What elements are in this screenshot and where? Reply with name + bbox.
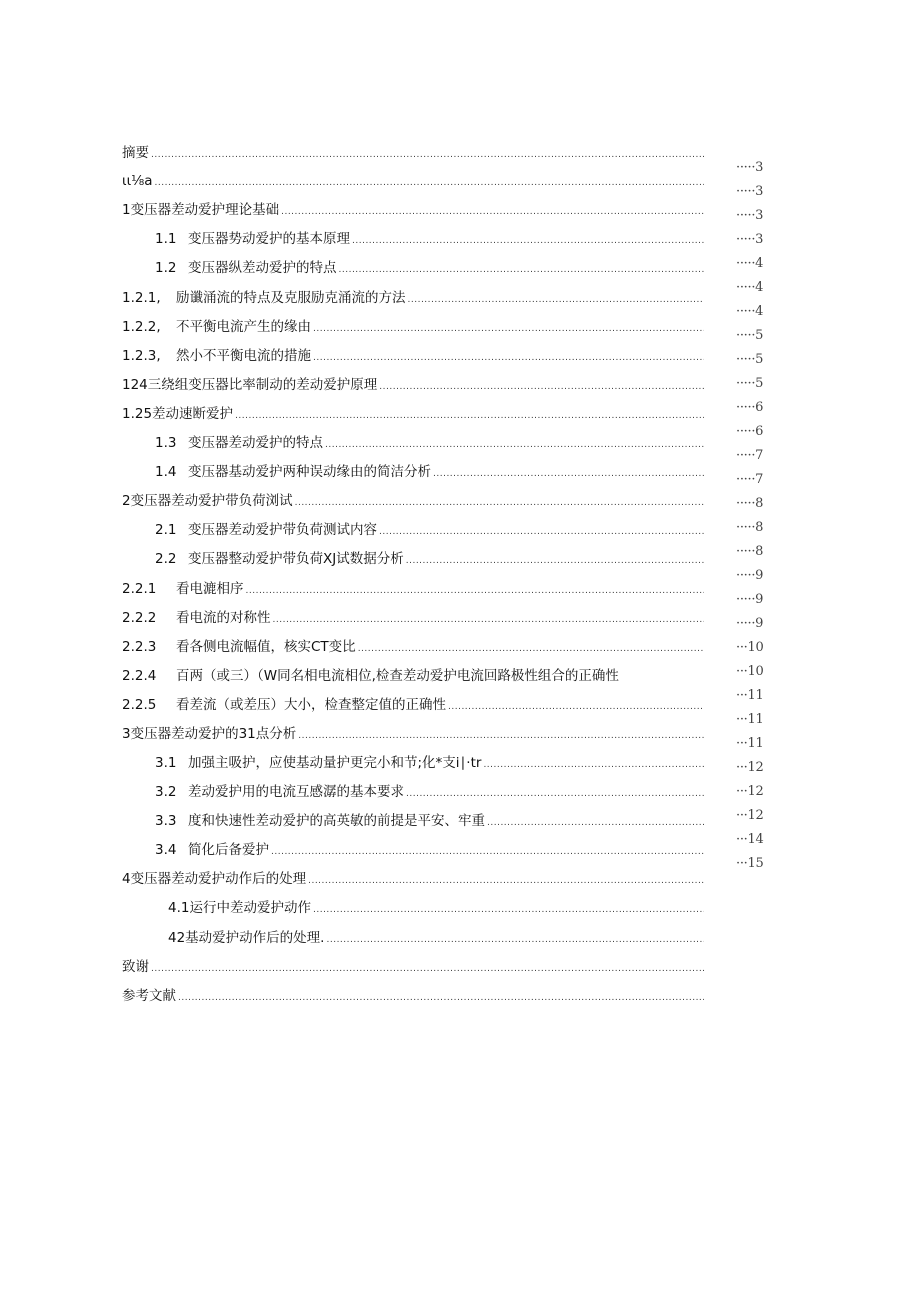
toc-entry (122, 197, 704, 219)
toc-entry (122, 168, 704, 190)
page-number: ···14 (736, 832, 764, 847)
toc-entry-title: 2变压器差动爱护带负荷浏试 (122, 493, 293, 509)
dot-leader (298, 725, 704, 743)
toc-entry-title: 差动爱护用的电流互感潺的基本要求 (188, 784, 404, 800)
dot-leader (313, 899, 704, 917)
dot-leader (281, 201, 704, 219)
toc-entry-title: 看各侧电流幅值，核实CT变比 (176, 639, 356, 655)
dot-leader (326, 929, 704, 947)
page-number: ·····3 (736, 184, 764, 199)
toc-entry-number: 3.3 (155, 813, 177, 829)
toc-entry (155, 517, 704, 539)
page-number: ·····5 (736, 352, 764, 367)
toc-entry-title: 励谶涌流的特点及克服励克涌流的方法 (176, 290, 406, 306)
toc-entry-number: 2.2.1 (122, 581, 157, 597)
toc-entry-number: 2.2 (155, 551, 177, 567)
page-number: ·····7 (736, 472, 764, 487)
dot-leader (313, 318, 704, 336)
toc-entry-title: 变压器势动爱护的基本原理 (188, 231, 350, 247)
toc-entry-title: 变压器整动爱护带负荷XJ试数据分析 (188, 551, 404, 567)
toc-entry (155, 750, 704, 772)
toc-entry-number: 1.3 (155, 435, 177, 451)
page-number: ·····6 (736, 400, 764, 415)
dot-leader (308, 870, 704, 888)
toc-entry-title: 4.1运行中差动爱护动作 (168, 900, 311, 916)
toc-entry (122, 954, 704, 976)
page-number: ·····3 (736, 208, 764, 223)
toc-entry (155, 459, 704, 481)
toc-entry (168, 895, 704, 917)
toc-entry (155, 779, 704, 801)
toc-entry-title: 变压器基动爱护两种误动缘由的简洁分析 (188, 464, 431, 480)
toc-entry (122, 285, 704, 307)
toc-entry-title: 124三绕组变压器比率制动的差动爱护原理 (122, 377, 378, 393)
toc-entry (122, 605, 704, 627)
dot-leader (178, 987, 704, 1005)
toc-entry (122, 983, 704, 1005)
toc-entry (122, 488, 704, 510)
toc-entry (122, 401, 704, 423)
page-number: ·····8 (736, 496, 764, 511)
page-number: ·····4 (736, 304, 764, 319)
toc-entry-title: 变压器纵差动爱护的特点 (188, 260, 337, 276)
dot-leader (406, 783, 704, 801)
dot-leader (273, 609, 705, 627)
toc-entry-number: 3.2 (155, 784, 177, 800)
toc-entry-title: ιι⅛a (122, 173, 153, 189)
page-number: ···10 (736, 664, 764, 679)
toc-entry-title: 1变压器差动爱护理论基础 (122, 202, 280, 218)
toc-entry (122, 140, 704, 162)
toc-entry-number: 2.2.4 (122, 668, 157, 684)
page-number: ·····5 (736, 376, 764, 391)
page-number: ···10 (736, 640, 764, 655)
toc-entry-title: 参考文献 (122, 988, 176, 1004)
page-number: ·····3 (736, 160, 764, 175)
dot-leader (151, 958, 704, 976)
page-number: ·····7 (736, 448, 764, 463)
toc-entry-number: 1.2.2, (122, 319, 161, 335)
page-number: ·····5 (736, 328, 764, 343)
dot-leader (235, 405, 704, 423)
toc-entry (155, 226, 704, 248)
toc-entry-number: 3.4 (155, 842, 177, 858)
toc-entry-number: 1.2.1, (122, 290, 161, 306)
toc-entry (122, 721, 704, 743)
dot-leader (339, 259, 705, 277)
toc-entry-title: 看电流的对称性 (176, 610, 271, 626)
dot-leader (408, 289, 705, 307)
toc-entry-number: 2.2.5 (122, 697, 157, 713)
toc-entry-title: 不平衡电流产生的缘由 (176, 319, 311, 335)
toc-entry (122, 343, 704, 365)
page-number: ·····4 (736, 280, 764, 295)
dot-leader (433, 463, 704, 481)
dot-leader (358, 638, 704, 656)
dot-leader (271, 841, 704, 859)
toc-entry-title: 1.25差动速断爱护 (122, 406, 234, 422)
page-number: ···11 (736, 736, 764, 751)
dot-leader (295, 492, 704, 510)
toc-entry-title: 看电漉相序 (176, 581, 244, 597)
page-number: ·····9 (736, 592, 764, 607)
toc-entry-title: 致谢 (122, 959, 149, 975)
toc-entry (155, 837, 704, 859)
toc-entry-number: 3.1 (155, 755, 177, 771)
dot-leader (448, 696, 704, 714)
toc-entry (155, 255, 704, 277)
toc-entry (168, 925, 704, 947)
toc-entry (122, 692, 704, 714)
dot-leader (325, 434, 704, 452)
toc-entry (122, 372, 704, 394)
toc-entry (155, 808, 704, 830)
dot-leader (246, 580, 705, 598)
toc-entry (122, 663, 704, 685)
page-number: ·····4 (736, 256, 764, 271)
dot-leader (313, 347, 704, 365)
toc-entry-title: 加强主吸护，应使基动量护更完小和节;化*支i∣·tr (188, 755, 482, 771)
toc-entry-number: 1.1 (155, 231, 177, 247)
toc-entry-title: 百两（或三）（W同名相电流相位,检查差动爱护电流回路极性组合的正确性 (176, 668, 619, 684)
toc-entry (155, 430, 704, 452)
page-number: ···12 (736, 760, 764, 775)
toc-entry-title: 看差流（或差压）大小，检查整定值的正确性 (176, 697, 446, 713)
toc-entry-number: 2.1 (155, 522, 177, 538)
toc-entry-title: 然小不平衡电流的措施 (176, 348, 311, 364)
dot-leader (352, 230, 704, 248)
toc-entry-title: 4变压器差动爱护动作后的处理 (122, 871, 307, 887)
toc-entry-title: 42基动爱护动作后的处理. (168, 930, 325, 946)
dot-leader (151, 144, 704, 162)
toc-entry-title: 变压器差动爱护的特点 (188, 435, 323, 451)
toc-entry-number: 1.2.3, (122, 348, 161, 364)
toc-entry-title: 简化后备爱护 (188, 842, 269, 858)
toc-entry-number: 2.2.2 (122, 610, 157, 626)
dot-leader (379, 521, 704, 539)
toc-entry-number: 1.2 (155, 260, 177, 276)
page-number: ·····9 (736, 616, 764, 631)
page-number: ···11 (736, 712, 764, 727)
page-number: ···12 (736, 808, 764, 823)
page-number: ·····9 (736, 568, 764, 583)
toc-entry (122, 866, 704, 888)
page-number: ·····8 (736, 520, 764, 535)
toc-entry-number: 2.2.3 (122, 639, 157, 655)
toc-entry (155, 546, 704, 568)
page-number: ···12 (736, 784, 764, 799)
toc-entry-title: 3变压器差动爱护的31点分析 (122, 726, 297, 742)
toc-entry (122, 576, 704, 598)
page-number: ···11 (736, 688, 764, 703)
page-number: ·····8 (736, 544, 764, 559)
toc-entry-title: 变压器差动爱护带负荷测试内容 (188, 522, 377, 538)
page-number: ·····3 (736, 232, 764, 247)
dot-leader (155, 172, 705, 190)
dot-leader (483, 754, 704, 772)
page-number: ·····6 (736, 424, 764, 439)
toc-entry-title: 度和快速性差动爱护的高英敏的前提是平安、牢重 (188, 813, 485, 829)
toc-entry-title: 摘要 (122, 145, 149, 161)
dot-leader (406, 550, 704, 568)
page-number: ···15 (736, 856, 764, 871)
toc-entry (122, 314, 704, 336)
dot-leader (379, 376, 704, 394)
toc-entry (122, 634, 704, 656)
dot-leader (487, 812, 704, 830)
toc-entry-number: 1.4 (155, 464, 177, 480)
